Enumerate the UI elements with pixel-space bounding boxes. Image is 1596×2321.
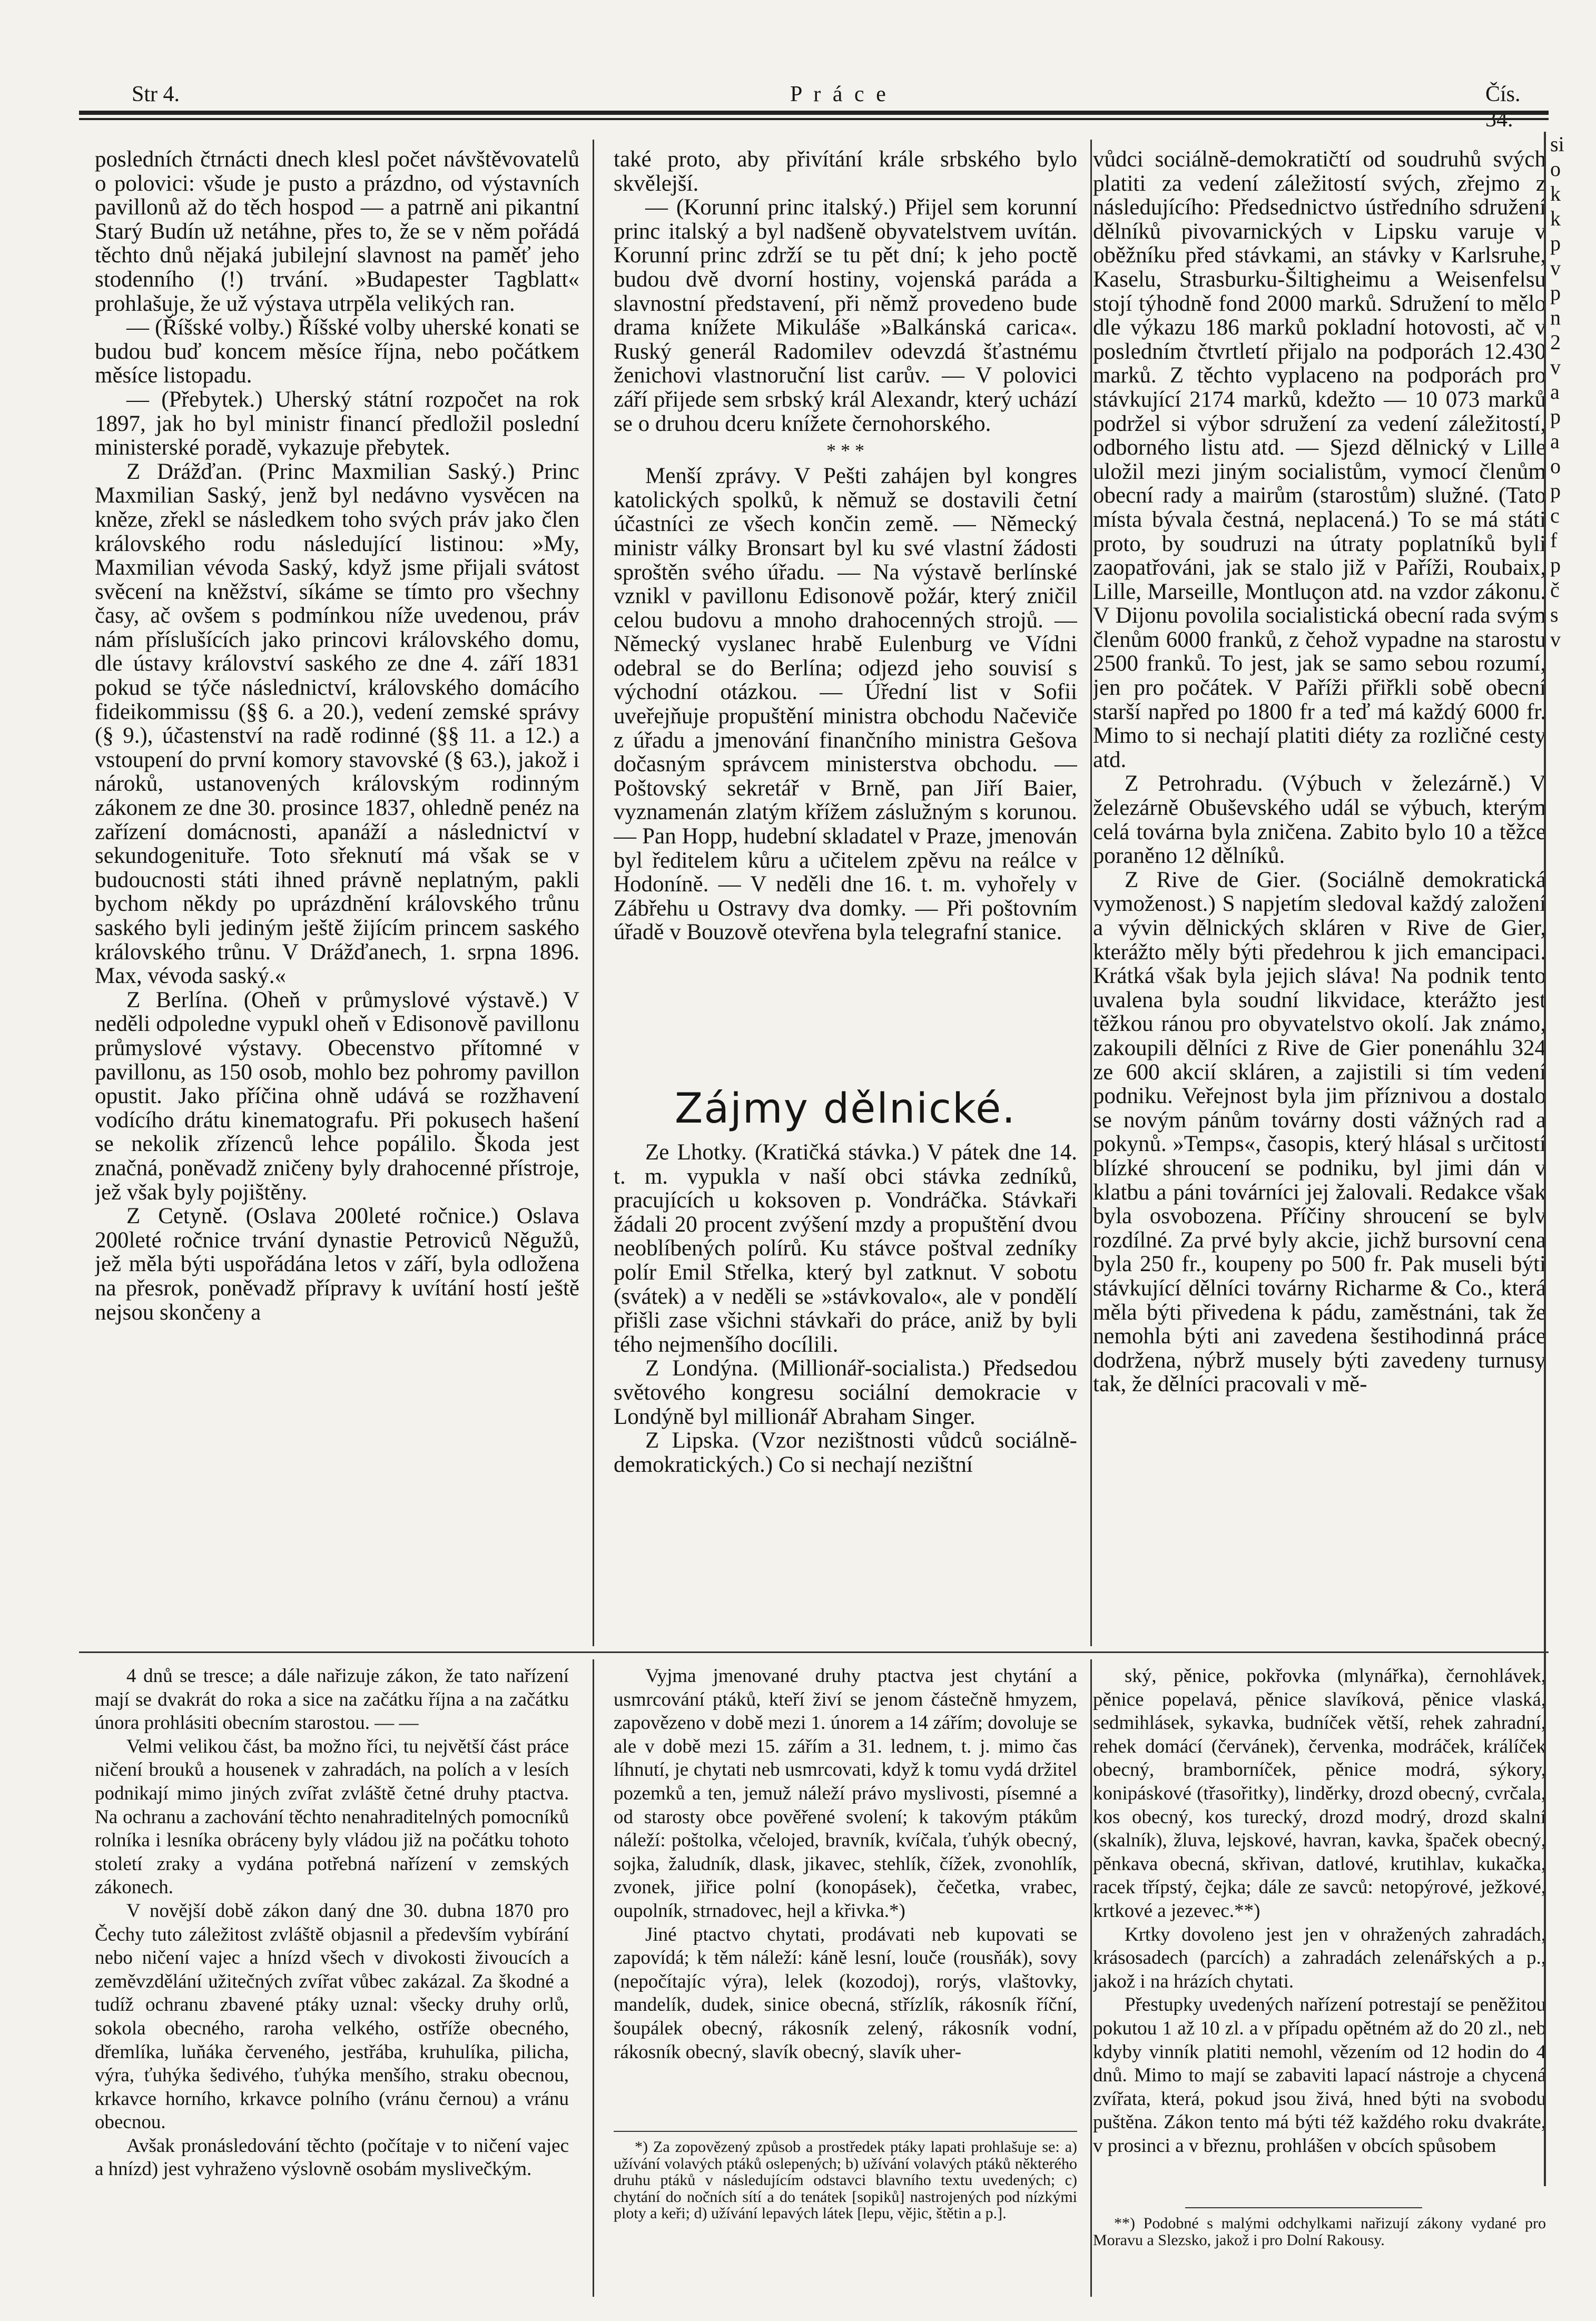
- paragraph: Z Cetyně. (Oslava 200leté ročnice.) Oslava 200leté ročnice trvání dynastie Petroviců Něgužů, jež měla býti uspořádána letos v září, byla odložena na přesrok, poněvadž přípravy k uvítání hostí ještě nejsou skončeny a: [95, 1204, 579, 1325]
- edge-letter: a: [1550, 429, 1560, 453]
- paragraph: Z Berlína. (Oheň v průmyslové výstavě.) V neděli odpoledne vypukl oheň v Edisonově pavillonu průmyslové výstavy. Obecenstvo přítomné v pavillonu, as 150 osob, mohlo bez pohromy pavillon opustit. Jako příčina ohně udává se rozžhavení vodícího drátu kinematografu. Při pokusech hašení se nekolik zřízenců lehce popálilo. Škoda jest značná, poněvadž zničeny byly drahocenné přístroje, jež však byly pojištěny.: [95, 987, 579, 1205]
- paragraph: V novější době zákon daný dne 30. dubna 1870 pro Čechy tuto záležitost zvláště objasnil a především vybírání nebo ničení vajec a hnízd všech v divokosti živoucích a zeměvzdělání užitečných zvířat vůbec zakázal. Za škodné a tudíž ochranu zbavené ptáky uznal: všecky druhy orlů, sokola obecného, raroha velkého, ostříže obecného, dřemlíka, luňáka červeného, jestřába, kruhulíka, pilicha, výra, ťuhýka šedivého, ťuhýka menšího, straku obecnou, krkavce horního, krkavce polního (vránu černou) a vránu obecnou.: [95, 1900, 569, 2133]
- paragraph: posledních čtrnácti dnech klesl počet návštěvovatelů o polovici: všude je pusto a prázdno, od výstavních pavillonů až do těch hospod — a patrně ani pikantní Starý Budín už netáhne, přes to, že se v něm pořádá těchto dnů nějaká jubilejní slavnost na paměť jeho stodenního (!) trvání. »Budapester Tagblatt« prohlašuje, že už výstava utrpěla velikých ran.: [95, 147, 579, 316]
- column-1: [95, 147, 579, 1638]
- paragraph: Avšak pronásledování těchto (počítaje v to ničení vajec a hnízd) jest vyhraženo výslovně osobám myslivečkým.: [95, 2135, 569, 2180]
- paragraph: — (Přebytek.) Uherský státní rozpočet na rok 1897, jak ho byl ministr financí předložil poslední ministerské poradě, vykazuje přebytek.: [95, 387, 579, 460]
- footnote: [614, 2139, 1077, 2222]
- paragraph: — (Korunní princ italský.) Přijel sem korunní princ italský a byl nadšeně obyvatelstvem uvítán. Korunní princ zdrží se tu pět dní; k jeho poctě budou dvě dvorní hostiny, vojenská paráda a slavnostní představení, při němž provedeno bude drama knížete Mikuláše »Balkánská carica«. Ruský generál Radomilev odevzdá šťastnému ženichovi vlastnoruční list carův. — V polovici září přijede sem srbský král Alexandr, který uchází se o druhou dceru knížete černohorského.: [614, 195, 1077, 436]
- edge-letter: p: [1550, 553, 1561, 577]
- footnote-rule: [614, 2131, 1077, 2132]
- column-divider: [593, 1659, 594, 2297]
- section-headline: Zájmy dělnické.: [674, 1085, 1017, 1133]
- edge-letter: p: [1550, 479, 1561, 503]
- column-2-top: [614, 147, 1077, 1109]
- header-rule: [79, 111, 1549, 115]
- page-number: Str 4.: [132, 82, 180, 106]
- edge-letter: v: [1550, 256, 1561, 280]
- edge-letter: k: [1550, 182, 1561, 205]
- edge-letter: o: [1550, 157, 1561, 181]
- paragraph: ský, pěnice, pokřovka (mlynářka), černohlávek, pěnice popelavá, pěnice slavíková, pěnice vlaská, sedmihlásek, sykavka, budníček větší, rehek zahradní, rehek domácí (červánek), červenka, modráček, králíček obecný, bramborníček, pěnice modrá, sýkory, konipáskové (třasořitky), linděrky, drozd obecný, cvrčala, kos obecný, kos turecký, drozd modrý, drozd skalní (skalník), žluva, lejskové, havran, kavka, špaček obecný, pěnkava obecná, skřivan, datlové, krutihlav, kukačka, racek třípstý, čejka; dále ze savců: netopýrové, ježkové, krtkové a jezevec.**): [1093, 1665, 1546, 1922]
- footnote-text: *) Za zopovězený způsob a prostředek ptáky lapati prohlašuje se: a) užívání volavých ptáků oslepených; b) užívání volavých ptáků některého druhu ptáků v následujícím odstavci blavního textu uvedených; c) chytání do nočních sítí a do tenátek [sopiků] nastrojených pod nízkými ploty a keři; d) užívání lepavých látek [lepu, vějic, štětin a p.].: [614, 2138, 1077, 2222]
- paragraph: — (Říšské volby.) Říšské volby uherské konati se budou buď koncem měsíce října, nebo počátkem měsíce listopadu.: [95, 315, 579, 388]
- column-divider: [1090, 1659, 1092, 2297]
- edge-letter: p: [1550, 281, 1561, 304]
- paragraph: Jiné ptactvo chytati, prodávati neb kupovati se zapovídá; k těm náleží: káně lesní, louče (rousňák), sovy (nepočítajíc výra), lelek (kozodoj), rorýs, vlaštovky, mandelík, dudek, sinice obecná, střízlík, rákosník říční, šoupálek obecný, rákosník zelený, rákosník vodní, rákosník obecný, slavík obecný, slavík uher-: [614, 1923, 1077, 2063]
- edge-letter: n: [1550, 306, 1561, 329]
- edge-letter: a: [1550, 380, 1560, 404]
- section-stars: * * *: [826, 440, 864, 461]
- column-divider: [1090, 140, 1092, 1646]
- paragraph: také proto, aby přivítání krále srbského bylo skvělejší.: [614, 147, 1077, 196]
- edge-letter: si: [1550, 132, 1564, 156]
- column-2-bottom: [614, 1140, 1077, 1638]
- paragraph: 4 dnů se tresce; a dále nařizuje zákon, že tato nařízení mají se dvakrát do roka a sice na začátku října a na začátku února prohlásiti obecním starostou. — —: [95, 1665, 569, 1734]
- paragraph: vůdci sociálně-demokratičtí od soudruhů svých platiti za vedení záležitostí svých, zřejmo z následujícího: Předsednictvo ústředního sdružení dělníků pivovarnických v Lipsku varuje v oběžníku před stávkami, an stávky v Karlsruhe, Kaselu, Strasburku-Šiltigheimu a Weisenfelsu stojí týhodně fond 2000 marků. Sdružení to mělo dle výkazu 186 marků pokladní hotovosti, ač v posledním čtvrtletí přijalo na podporách 12.430 marků. Z těchto vyplaceno na podporách pro stávkující 2174 marků, kdežto — 10 073 marků podržel si výbor sdružení za vedení záležitostí, odborného listu atd. — Sjezd dělnický v Lille uložil mezi jiným socialistům, vymocí členům obecní rady a mairům (starostům) služné. (Tato místa bývala čestná, neplacená.) To se má státi proto, by soudruzi na útraty poplatníků byli zaopatřováni, jak se stalo již v Paříži, Roubaix, Lille, Marseille, Montluçon atd. na vzdor zákonu. V Dijonu povolila socialistická obecní rada svým členům 6000 franků, z čehož vypadne na starostu 2500 franků. To jest, jak se samo sebou rozumí, jen pro počátek. V Paříži přiřkli sobě obecní starší napřed po 1800 fr a teď má každý 6000 fr. Mimo to si nechají platiti diéty za rozličné cesty atd.: [1093, 147, 1546, 772]
- paragraph: Ze Lhotky. (Kratičká stávka.) V pátek dne 14. t. m. vypukla v naší obci stávka zedníků, pracujících u koksoven p. Vondráčka. Stávkaři žádali 20 procent zvýšení mzdy a propuštění dvou neoblíbených polírů. Ku stávce poštval zedníky polír Emil Střelka, který byl zatknut. V sobotu (svátek) a v neděli se »stávkovalo«, ale v pondělí přišli zase všichni stávkaři do práce, aniž by byli tého nejmenšího docílili.: [614, 1140, 1077, 1357]
- edge-letter: č: [1550, 578, 1560, 602]
- paragraph: Krtky dovoleno jest jen v ohražených zahradách, krásosadech (parcích) a zahradách zelenářských a p., jakož i na hrázích chytati.: [1093, 1923, 1546, 1992]
- issue-number: Čís. 34.: [1485, 82, 1521, 132]
- edge-letter: s: [1550, 603, 1559, 626]
- newspaper-title: P r á c e: [790, 82, 889, 106]
- section-divider: [79, 1651, 1549, 1653]
- edge-letter: k: [1550, 206, 1561, 230]
- edge-letter: v: [1550, 627, 1561, 651]
- column-3: [1093, 147, 1546, 1638]
- paragraph: Vyjma jmenované druhy ptactva jest chytání a usmrcování ptáků, kteří živí se jenom částečně hmyzem, zapovězeno v době mezi 1. únorem a 14 zářím; dovoluje se ale v době mezi 15. zářím a 31. lednem, t. j. mimo čas líhnutí, je chytati neb usmrcovati, když k tomu vydá držitel pozemků a ten, jemuž náleží právo myslivosti, písemné a od starosty obce pověřené svolení; k takovým ptákům náleží: poštolka, včelojed, bravník, kvíčala, ťuhýk obecný, sojka, žaludník, dlask, jikavec, stehlík, čížek, zvonohlík, zvonek, jiřice polní (konopásek), čečetka, vrabec, oupolník, strnadovec, hejl a křivka.*): [614, 1665, 1077, 1922]
- paragraph: Přestupky uvedených nařízení potrestají se peněžitou pokutou 1 až 10 zl. a v případu opětném až do 20 zl., neb kdyby vinník platiti nemohl, vězením od 12 hodin do 4 dnů. Mimo to mají se zabaviti lapací nástroje a chycená zvířata, která, pokud jsou živá, hned býti na svobodu puštěna. Zákon tento má býti též každého roku dvakráte, v prosinci a v březnu, prohlášen v obcích spůsobem: [1093, 1994, 1546, 2157]
- adjacent-page-edge: [1544, 132, 1596, 2186]
- lower-column-3: [1093, 1665, 1546, 2202]
- header-rule-thin: [79, 118, 1549, 120]
- edge-letter: o: [1550, 454, 1561, 478]
- footnote: [1093, 2215, 1546, 2248]
- paragraph: Z Petrohradu. (Výbuch v železárně.) V železárně Obuševského udál se výbuch, kterým celá továrna byla zničena. Zabito bylo 10 a těžce poraněno 12 dělníků.: [1093, 771, 1546, 869]
- edge-letter: 2: [1550, 330, 1561, 354]
- column-divider: [593, 140, 594, 1646]
- paragraph: Z Londýna. (Millionář-socialista.) Předsedou světového kongresu sociální demokracie v Londýně byl millionář Abraham Singer.: [614, 1356, 1077, 1429]
- lower-column-2: [614, 1665, 1077, 2118]
- paragraph: Velmi velikou část, ba možno říci, tu největší část práce ničení brouků a housenek v zahradách, na polích a v lesích podnikají mimo jiných zvířat zvláště četné druhy ptactva. Na ochranu a zachování těchto nenahraditelných pomocníků rolníka i lesníka obráceny byly vládou již na počátku tohoto století zraky a vydána potřebná nařízení v zemských zákonech.: [95, 1735, 569, 1899]
- paragraph: Menší zprávy. V Pešti zahájen byl kongres katolických spolků, k němuž se dostavili četní účastníci ze všech končin země. — Německý ministr války Bronsart byl ku své vlastní žádosti sproštěn svého úřadu. — Na výstavě berlínské vznikl v pavillonu Edisonově požár, který zničil celou budovu a mnoho drahocenných strojů. — Německý vyslanec hrabě Eulenburg ve Vídni odebral se do Berlína; odjezd jeho souvisí s východní otázkou. — Úřední list v Sofii uveřejňuje propuštění ministra obchodu Načeviče z úřadu a jmenování finančního ministra Gešova dočasným správcem ministerstva obchodu. — Poštovský sekretář v Brně, pan Jiří Baier, vyznamenán zlatým křížem záslužným s korunou. — Pan Hopp, hudební skladatel v Praze, jmenován byl ředitelem kůru a učitelem zpěvu na reálce v Hodoníně. — V neděli dne 16. t. m. vyhořely v Zábřehu u Ostravy dva domky. — Při poštovním úřadě v Bouzově otevřena byla telegrafní stanice.: [614, 464, 1077, 945]
- edge-letter: c: [1550, 504, 1560, 527]
- paragraph: Z Lipska. (Vzor nezištnosti vůdců sociálně-demokratických.) Co si nechají nezištní: [614, 1428, 1077, 1477]
- paragraph: Z Drážďan. (Princ Maxmilian Saský.) Princ Maxmilian Saský, jenž byl nedávno vysvěcen na kněze, zřekl se následkem toho svých práv jako člen královského rodu následující listinou: »My, Maxmilian vévoda Saský, když jsme přijali svátost svěcení na kněžství, síkáme se tímto pro všechny časy, ač ovšem s podmínkou níže uvedenou, práv nám příslušících jako princovi královského domu, dle ústavy království saského ze dne 4. září 1831 pokud se týče následnictví, královského domácího fideikommissu (§§ 6. a 20.), vedení zemské správy (§ 9.), účastenství na radě rodinné (§§ 11. a 12.) a vstoupení do první komory stavovské (§ 63.), jakož i nároků, ustanovených královským rodinným zákonem ze dne 30. prosince 1837, ohledně penéz na zařízení domácnosti, apanáží a následnictví v sekundogenituře. Toto sřeknutí má však se v budoucnosti státi ihned právně neplatným, pakli bychom někdy po uprázdnění královského trůnu saského byli jediným ještě žijícím princem saského královského trůnu. V Drážďanech, 1. srpna 1896. Max, vévoda saský.«: [95, 459, 579, 989]
- edge-letter: f: [1550, 528, 1558, 552]
- footnote-text: **) Podobné s malými odchylkami nařizují zákony vydané pro Moravu a Slezsko, jakož i pro Dolní Rakousy.: [1093, 2215, 1546, 2249]
- edge-letter: v: [1550, 355, 1561, 379]
- footnote-rule: [1185, 2207, 1422, 2208]
- lower-column-1: [95, 1665, 569, 2292]
- edge-letter: p: [1550, 405, 1561, 428]
- paragraph: Z Rive de Gier. (Sociálně demokratická vymoženost.) S napjetím sledoval každý založení a vývin dělnických skláren v Rive de Gier, kterážto měly býti předehrou k jich emancipaci. Krátká však byla jejich sláva! Na podnik tento uvalena byla soudní likvidace, kterážto jest těžkou ránou pro obyvatelstvo okolí. Jak známo, zakoupili dělníci z Rive de Gier ponenáhlu 324 ze 600 akcií skláren, a zajistili si tím vedení podniku. Veřejnost byla jim příznivou a dostalo se novým pánům továrny dosti vážných rad a pokynů. »Temps«, časopis, který hlásal s určitostí blízké shroucení se podniku, byl jimi dán v klatbu a páni továrníci jej žalovali. Redakce však byla osvobozena. Příčiny shroucení se bylv rozdílné. Za prvé byly akcie, jichž bursovní cena byla 250 fr., koupeny po 500 fr. Pak museli býti stávkující dělníci továrny Richarme & Co., která měla býti přivedena k pádu, zaměstnáni, tak že nemohla býti ani zavedena šestihodinná práce dodržena, nýbrž musely býti zavedeny turnusy tak, že dělníci pracovali v mě-: [1093, 867, 1546, 1397]
- edge-letter: p: [1550, 231, 1561, 255]
